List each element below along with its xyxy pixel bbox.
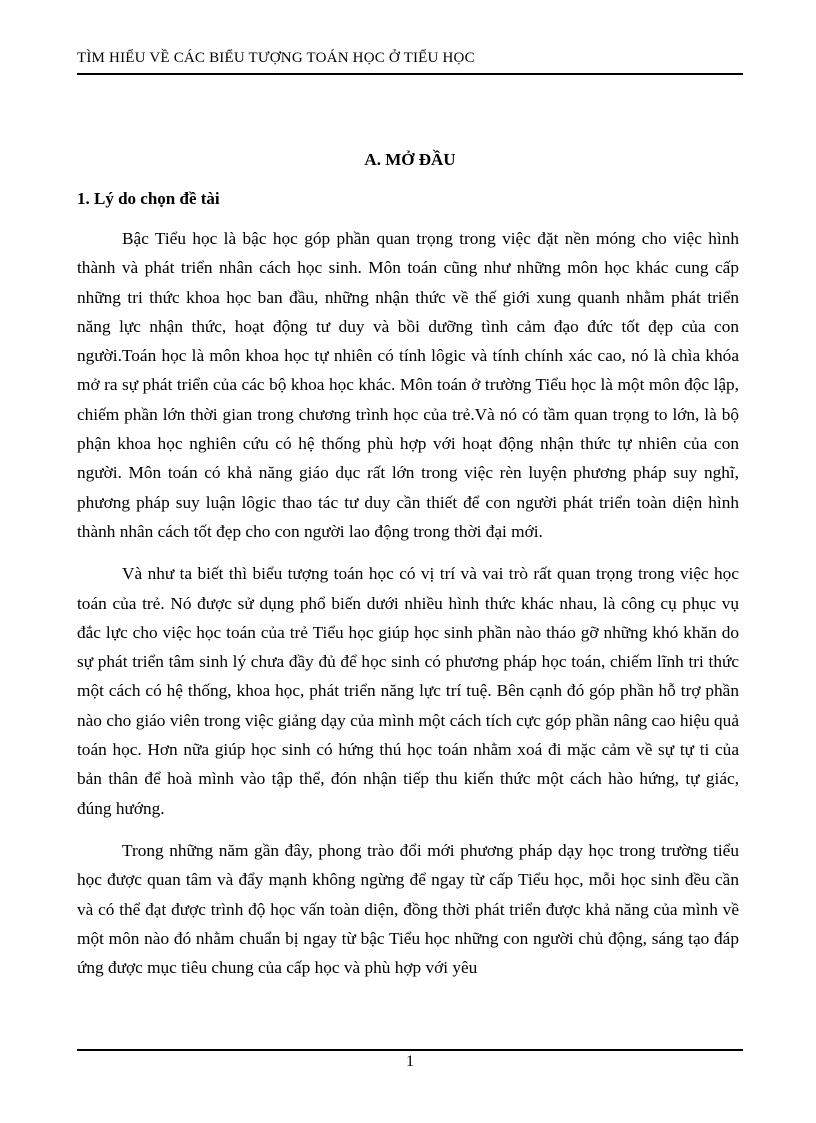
- section-heading: 1. Lý do chọn đề tài: [77, 189, 220, 208]
- header-divider: [77, 73, 743, 75]
- paragraph-1: Bậc Tiểu học là bậc học góp phần quan trọng trong việc đặt nền móng cho việc hình thành và phát triển nhân cách học sinh. Môn toán cũng như những môn học khác cung cấp những tri thức khoa học ban đầu, những nhận thức về thế giới xung quanh nhằm phát triển năng lực nhận thức, hoạt động tư duy và bồi dưỡng tình cảm đạo đức tốt đẹp của con người.Toán học là môn khoa học tự nhiên có tính lôgic và tính chính xác cao, nó là chìa khóa mở ra sự phát triển của các bộ khoa học khác. Môn toán ở trường Tiểu học là một môn độc lập, chiếm phần lớn thời gian trong chương trình học của trẻ.Và nó có tầm quan trọng to lớn, là bộ phận khoa học nghiên cứu có hệ thống phù hợp với hoạt động nhận thức tự nhiên của con người. Môn toán có khả năng giáo dục rất lớn trong việc rèn luyện phương pháp suy nghĩ, phương pháp suy luận lôgic thao tác tư duy cần thiết để con người phát triển toàn diện hình thành nhân cách tốt đẹp cho con người lao động trong thời đại mới.: [77, 229, 739, 541]
- body-text: [77, 224, 739, 995]
- paragraph-2: Và như ta biết thì biểu tượng toán học có vị trí và vai trò rất quan trọng trong việc học toán của trẻ. Nó được sử dụng phổ biến dưới nhiều hình thức khác nhau, là công cụ phục vụ đắc lực cho việc học toán của trẻ Tiểu học giúp học sinh phần nào tháo gỡ những khó khăn do sự phát triển tâm sinh lý chưa đầy đủ để học sinh có phương pháp học toán, chiếm lĩnh tri thức một cách có hệ thống, khoa học, phát triển năng lực trí tuệ. Bên cạnh đó góp phần hỗ trợ phần nào cho giáo viên trong việc giảng dạy của mình một cách tích cực góp phần nâng cao hiệu quả toán học. Hơn nữa giúp học sinh có hứng thú học toán nhằm xoá đi mặc cảm về sự tự ti của bản thân để hoà mình vào tập thể, đón nhận tiếp thu kiến thức một cách hào hứng, tự giác, đúng hướng.: [77, 564, 739, 818]
- chapter-title: A. MỞ ĐẦU: [364, 150, 456, 169]
- paragraph-3: Trong những năm gần đây, phong trào đổi mới phương pháp dạy học trong trường tiểu học được quan tâm và đẩy mạnh không ngừng để ngay từ cấp Tiểu học, mỗi học sinh đều cần và có thể đạt được trình độ học vấn toàn diện, đồng thời phát triển được khả năng của mình về một môn nào đó nhằm chuẩn bị ngay từ bậc Tiểu học những con người chủ động, sáng tạo đáp ứng được mục tiêu chung của cấp học và phù hợp với yêu: [77, 840, 739, 978]
- footer-divider: [77, 1049, 743, 1051]
- page-number: 1: [406, 1053, 414, 1070]
- running-header: TÌM HIỂU VỀ CÁC BIỂU TƯỢNG TOÁN HỌC Ở TIỂU HỌC: [77, 50, 475, 66]
